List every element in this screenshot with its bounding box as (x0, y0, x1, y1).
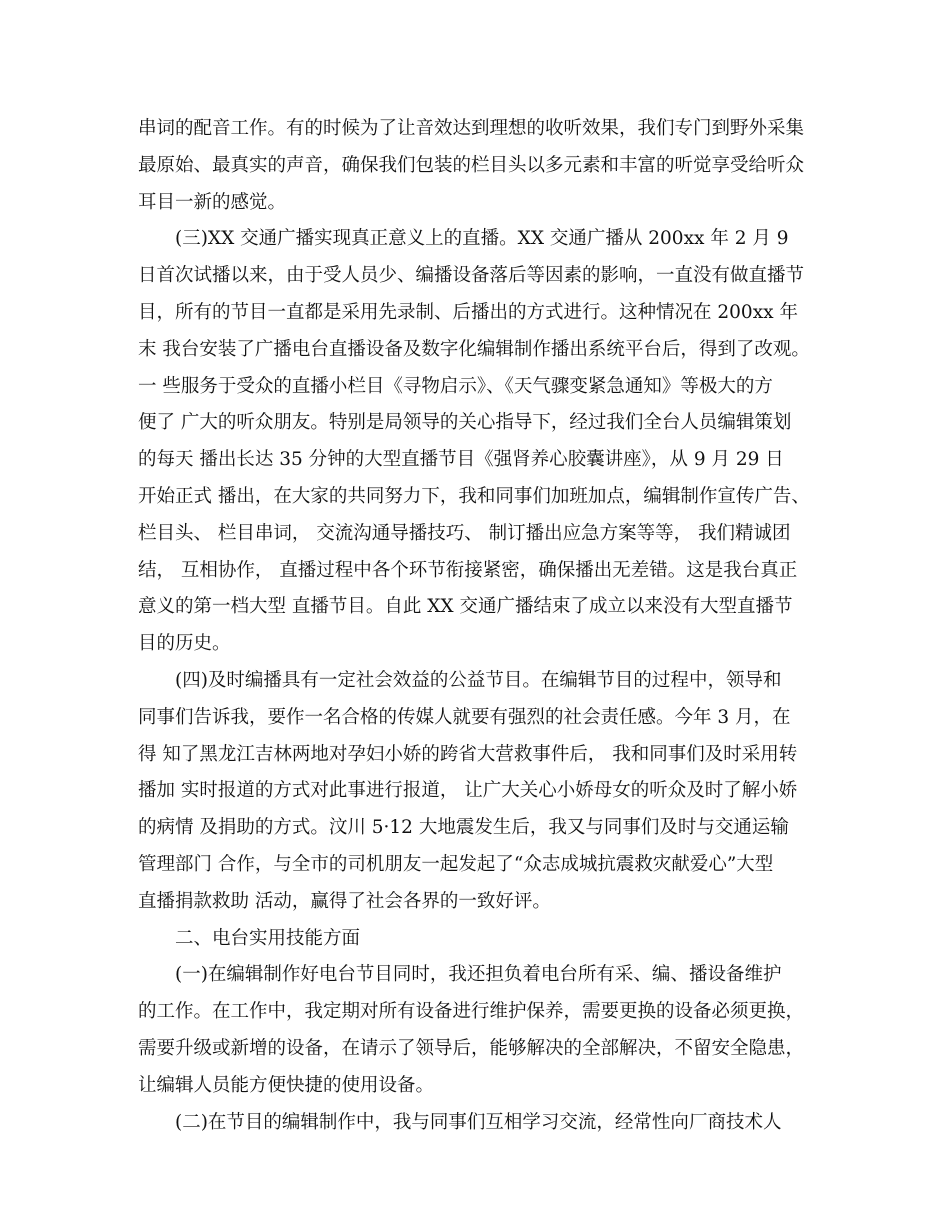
paragraph-first-line: (一)在编辑制作好电台节目同时，我还担负着电台所有采、编、播设备维护 (175, 964, 782, 986)
text-line: 开始正式 播出，在大家的共同努力下，我和同事们加班加点，编辑制作宣传广告、 (138, 485, 810, 507)
text-line: 串词的配音工作。有的时候为了让音效达到理想的收听效果，我们专门到野外采集 (138, 118, 805, 139)
text-line: 需要升级或新增的设备，在请示了领导后，能够解决的全部解决，不留安全隐患， (138, 1037, 805, 1059)
text-line: 管理部门 合作，与全市的司机朋友一起发起了“众志成城抗震救灾献爱心”大型 (138, 853, 774, 875)
text-line: 日首次试播以来，由于受人员少、编播设备落后等因素的影响，一直没有做直播节 (138, 265, 805, 287)
text-line: 栏目头、 栏目串词， 交流沟通导播技巧、 制订播出应急方案等等， 我们精诚团 (138, 522, 791, 544)
paragraph-first-line: (二)在节目的编辑制作中，我与同事们互相学习交流，经常性向厂商技术人 (175, 1111, 782, 1133)
text-line: 便了 广大的听众朋友。特别是局领导的关心指导下，经过我们全台人员编辑策划 (138, 412, 792, 434)
paragraph-first-line: 二、电台实用技能方面 (175, 927, 361, 949)
text-line: 直播捐款救助 活动，赢得了社会各界的一致好评。 (138, 890, 551, 912)
text-line: 的每天 播出长达 35 分钟的大型直播节目《强肾养心胶囊讲座》，从 9 月 29 日 (138, 449, 784, 471)
paragraph-first-line: (三)XX 交通广播实现真正意义上的直播。XX 交通广播从 200xx 年 2 月 9 (175, 228, 789, 250)
text-line: 最原始、最真实的声音，确保我们包装的栏目头以多元素和丰富的听觉享受给听众 (138, 154, 805, 176)
paragraph-first-line: (四)及时编播具有一定社会效益的公益节目。在编辑节目的过程中，领导和 (175, 669, 782, 691)
text-line: 耳目一新的感觉。 (138, 191, 287, 213)
text-line: 目的历史。 (138, 633, 231, 655)
text-line: 同事们告诉我，要作一名合格的传媒人就要有强烈的社会责任感。今年 3 月，在 (138, 706, 791, 728)
text-line: 结， 互相协作， 直播过程中各个环节衔接紧密，确保播出无差错。这是我台真正 (138, 559, 798, 581)
text-line: 让编辑人员能方便快捷的使用设备。 (138, 1074, 435, 1096)
text-line: 播加 实时报道的方式对此事进行报道， 让广大关心小娇母女的听众及时了解小娇 (138, 780, 798, 802)
text-line: 的工作。在工作中，我定期对所有设备进行维护保养，需要更换的设备必须更换， (138, 1001, 805, 1023)
text-line: 的病情 及捐助的方式。汶川 5·12 大地震发生后，我又与同事们及时与交通运输 (138, 817, 789, 839)
text-line: 意义的第一档大型 直播节目。自此 XX 交通广播结束了成立以来没有大型直播节 (138, 596, 793, 618)
text-line: 一 些服务于受众的直播小栏目《寻物启示》、《天气骤变紧急通知》等极大的方 (138, 375, 773, 397)
text-line: 目，所有的节目一直都是采用先录制、后播出的方式进行。这种情况在 200xx 年 (138, 301, 798, 323)
text-line: 末 我台安装了广播电台直播设备及数字化编辑制作播出系统平台后，得到了改观。 (138, 338, 810, 360)
document-body (138, 111, 828, 1141)
text-line: 得 知了黑龙江吉林两地对孕妇小娇的跨省大营救事件后， 我和同事们及时采用转 (138, 743, 798, 765)
